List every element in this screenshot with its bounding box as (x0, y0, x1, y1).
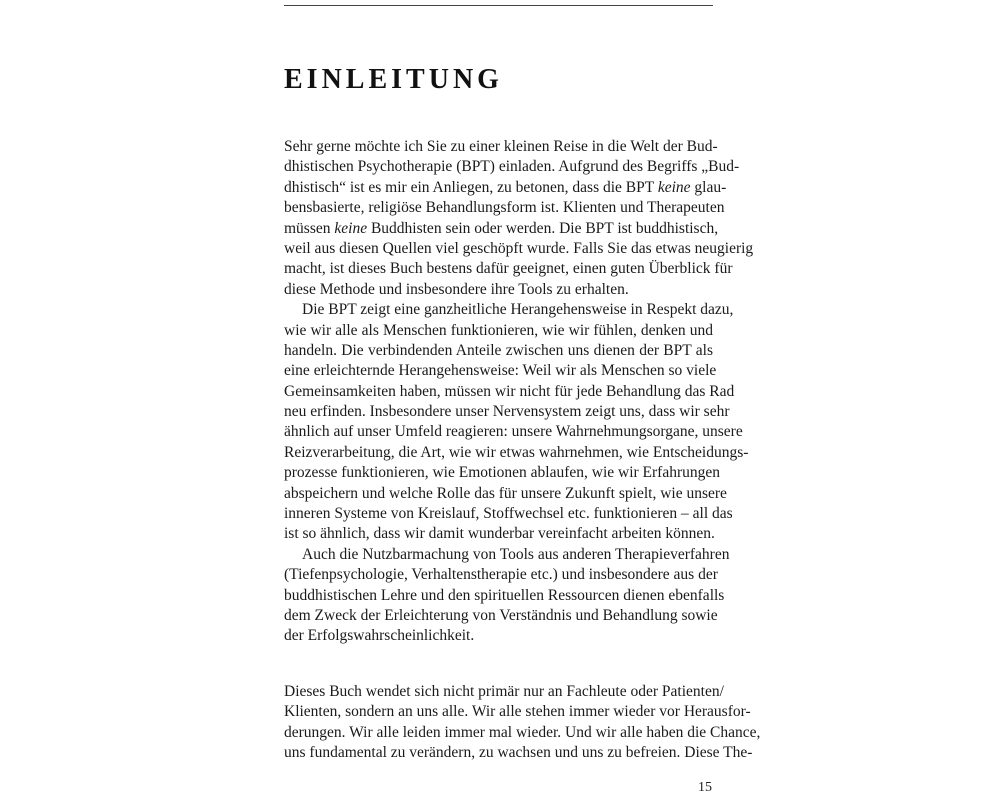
text-line: uns fundamental zu verändern, zu wachsen und uns zu befreien. Diese The- (284, 744, 753, 762)
text-line: Sehr gerne möchte ich Sie zu einer kleinen Reise in die Welt der Bud- (284, 138, 718, 155)
text-line: (Tiefenpsychologie, Verhaltenstherapie etc.) und insbesondere aus der (284, 566, 718, 584)
text-line: bensbasierte, religiöse Behandlungsform ist. Klienten und Therapeuten (284, 199, 725, 217)
text-line: dhistischen Psychotherapie (BPT) einladen. Aufgrund des Begriffs „Bud- (284, 158, 740, 176)
text-line: dem Zweck der Erleichterung von Verständnis und Behandlung sowie (284, 606, 718, 624)
text-line: handeln. Die verbindenden Anteile zwischen uns dienen der BPT als (284, 341, 713, 359)
body-paragraph-audience (284, 682, 761, 764)
text-line: macht, ist dieses Buch bestens dafür geeignet, einen guten Überblick für (284, 260, 733, 278)
text-line: Die BPT zeigt eine ganzheitliche Herangehensweise in Respekt dazu, (302, 301, 734, 319)
emphasis: keine (334, 219, 368, 237)
text-line: prozesse funktionieren, wie Emotionen ablaufen, wie wir Erfahrungen (284, 464, 720, 482)
chapter-title: EINLEITUNG (284, 64, 503, 95)
text-line: ähnlich auf unser Umfeld reagieren: unsere Wahrnehmungsorgane, unsere (284, 423, 743, 441)
text-line: neu erfinden. Insbesondere unser Nervensystem zeigt uns, dass wir sehr (284, 403, 730, 421)
text-line: Gemeinsamkeiten haben, müssen wir nicht für jede Behandlung das Rad (284, 382, 735, 400)
page-number: 15 (698, 780, 712, 795)
text-line: Dieses Buch wendet sich nicht primär nur an Fachleute oder Patienten/ (284, 683, 724, 700)
body-paragraphs (284, 137, 754, 647)
text-line: wie wir alle als Menschen funktionieren, wie wir fühlen, denken und (284, 321, 713, 339)
text-line: weil aus diesen Quellen viel geschöpft wurde. Falls Sie das etwas neugierig (284, 239, 754, 257)
text-line: inneren Systeme von Kreislauf, Stoffwechsel etc. funktionieren – all das (284, 505, 733, 523)
text-line: der Erfolgswahrscheinlichkeit. (284, 627, 475, 645)
text-line: Klienten, sondern an uns alle. Wir alle stehen immer wieder vor Herausfor- (284, 703, 751, 721)
text-line: ist so ähnlich, dass wir damit wunderbar vereinfacht arbeiten können. (284, 525, 715, 543)
text-line: Auch die Nutzbarmachung von Tools aus anderen Therapieverfahren (302, 545, 730, 563)
text-line: dhistisch“ ist es mir ein Anliegen, zu betonen, dass die BPT keine glau- (284, 178, 727, 196)
emphasis: keine (657, 178, 691, 196)
text-line: derungen. Wir alle leiden immer mal wieder. Und wir alle haben die Chance, (284, 723, 761, 741)
text-line: eine erleichternde Herangehensweise: Weil wir als Menschen so viele (284, 362, 717, 380)
text-line: diese Methode und insbesondere ihre Tools zu erhalten. (284, 280, 629, 298)
text-line: buddhistischen Lehre und den spirituellen Ressourcen dienen ebenfalls (284, 586, 725, 604)
text-line: abspeichern und welche Rolle das für unsere Zukunft spielt, wie unsere (284, 484, 727, 502)
text-line: Reizverarbeitung, die Art, wie wir etwas wahrnehmen, wie Entscheidungs- (284, 443, 749, 461)
header-rule (284, 5, 713, 6)
text-line: müssen keine Buddhisten sein oder werden. Die BPT ist buddhistisch, (284, 219, 719, 237)
